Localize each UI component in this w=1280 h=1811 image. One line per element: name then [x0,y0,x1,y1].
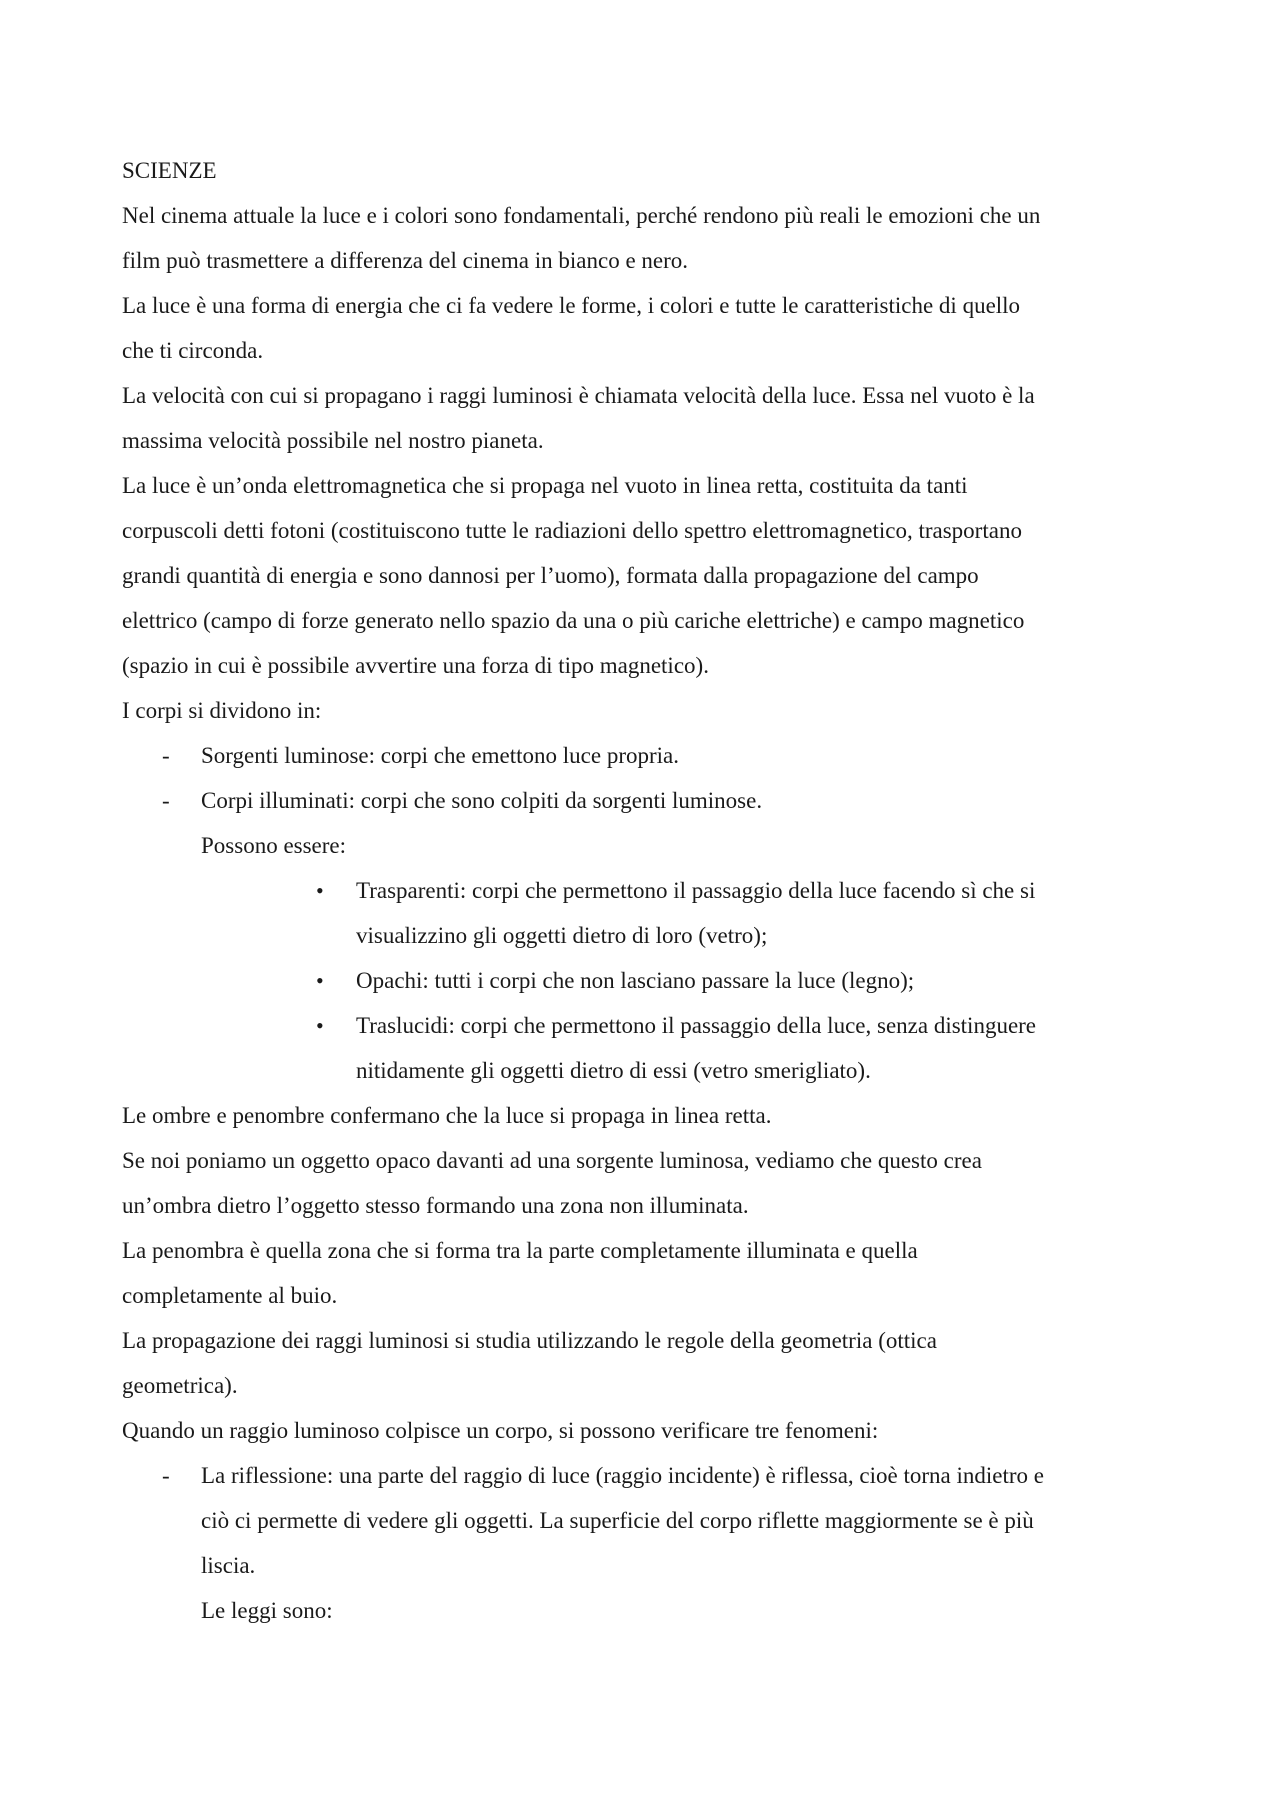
illuminated-type-list-item [122,868,1162,913]
paragraph-line: corpuscoli detti fotoni (costituiscono tutte le radiazioni dello spettro elettromagnetico, trasportano [122,518,1022,543]
bullet-marker: • [316,878,324,903]
paragraph-line: La luce è un’onda elettromagnetica che si propaga nel vuoto in linea retta, costituita da tanti [122,473,968,498]
body-type-list-item [122,778,1162,823]
body-type-list-item [122,733,1162,778]
list-item-text: Trasparenti: corpi che permettono il passaggio della luce facendo sì che si [356,878,1036,903]
paragraph-line: completamente al buio. [122,1283,338,1308]
paragraph-line: Le ombre e penombre confermano che la luce si propaga in linea retta. [122,1103,772,1128]
dash-marker: - [162,788,170,813]
illuminated-type-list-item [122,958,1162,1003]
paragraph-line: (spazio in cui è possibile avvertire una forza di tipo magnetico). [122,653,709,678]
bullet-marker: • [316,1013,324,1038]
paragraph-line: film può trasmettere a differenza del cinema in bianco e nero. [122,248,689,273]
paragraph-line: geometrica). [122,1373,238,1398]
document-body [122,148,1162,1633]
list-item-text: La riflessione: una parte del raggio di luce (raggio incidente) è riflessa, cioè torna indietro e [201,1463,1044,1488]
paragraph-line: che ti circonda. [122,338,264,363]
paragraph-line: I corpi si dividono in: [122,698,322,723]
illuminated-type-list-item [122,1003,1162,1048]
possono-label: Possono essere: [201,833,347,858]
list-item-text: Corpi illuminati: corpi che sono colpiti da sorgenti luminose. [201,788,763,813]
list-item-continuation: liscia. [201,1553,256,1578]
paragraph-line: Quando un raggio luminoso colpisce un corpo, si possono verificare tre fenomeni: [122,1418,879,1443]
paragraph-line: La propagazione dei raggi luminosi si studia utilizzando le regole della geometria (ottica [122,1328,937,1353]
list-item-text: Sorgenti luminose: corpi che emettono luce propria. [201,743,679,768]
dash-marker: - [162,1463,170,1488]
phenomenon-list-item [122,1453,1162,1498]
paragraph-line: massima velocità possibile nel nostro pianeta. [122,428,544,453]
paragraph-line: un’ombra dietro l’oggetto stesso formando una zona non illuminata. [122,1193,749,1218]
paragraph-line: La luce è una forma di energia che ci fa vedere le forme, i colori e tutte le caratteristiche di quello [122,293,1021,318]
list-item-text: Traslucidi: corpi che permettono il passaggio della luce, senza distinguere [356,1013,1037,1038]
laws-label: Le leggi sono: [201,1598,333,1623]
list-item-continuation: visualizzino gli oggetti dietro di loro (vetro); [356,923,768,948]
paragraph-line: La penombra è quella zona che si forma tra la parte completamente illuminata e quella [122,1238,918,1263]
dash-marker: - [162,743,170,768]
list-item-text: Opachi: tutti i corpi che non lasciano passare la luce (legno); [356,968,915,993]
paragraph-line: La velocità con cui si propagano i raggi luminosi è chiamata velocità della luce. Essa nel vuoto è la [122,383,1035,408]
paragraph-line: Se noi poniamo un oggetto opaco davanti ad una sorgente luminosa, vediamo che questo crea [122,1148,982,1173]
paragraph-line: grandi quantità di energia e sono dannosi per l’uomo), formata dalla propagazione del campo [122,563,979,588]
bullet-marker: • [316,968,324,993]
document-title: SCIENZE [122,158,217,183]
list-item-continuation: nitidamente gli oggetti dietro di essi (vetro smerigliato). [356,1058,871,1083]
paragraph-line: elettrico (campo di forze generato nello spazio da una o più cariche elettriche) e campo magnetico [122,608,1025,633]
list-item-continuation: ciò ci permette di vedere gli oggetti. La superficie del corpo riflette maggiormente se è più [201,1508,1034,1533]
paragraph-line: Nel cinema attuale la luce e i colori sono fondamentali, perché rendono più reali le emozioni che un [122,203,1041,228]
